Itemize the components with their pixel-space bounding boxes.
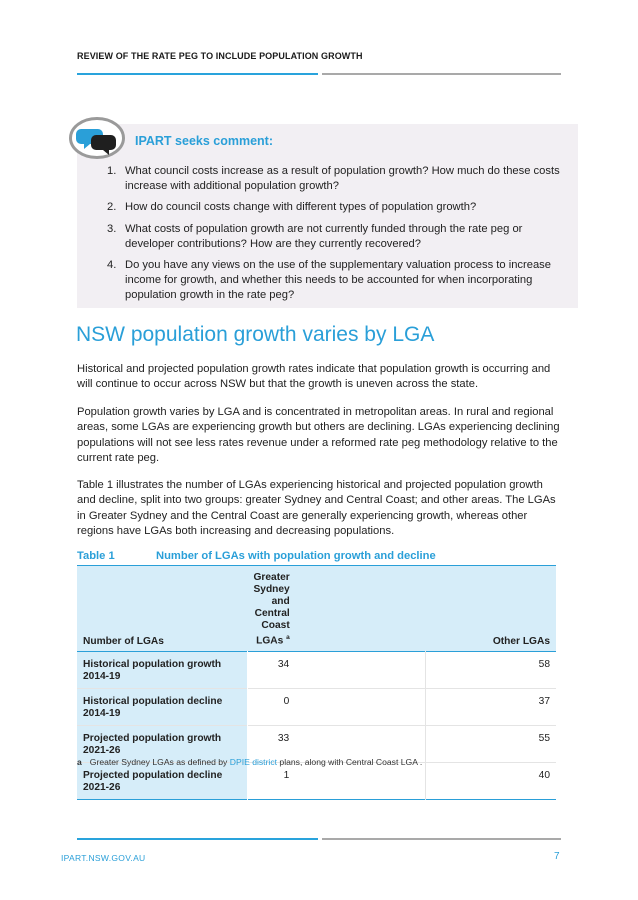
dpie-district-link[interactable]: DPIE district [229,757,278,767]
question-number: 3. [107,222,117,235]
question-number: 2. [107,201,117,214]
cell-other-value: 58 [538,659,550,671]
row-label-line: Historical population decline [83,696,223,708]
page-number: 7 [554,851,560,862]
question-text: What costs of population growth are not currently funded through the rate peg or developer contributions? How are they currently recovered? [125,222,523,250]
cell-sydney-value: 33 [247,726,425,763]
table-row [77,689,556,726]
row-label [77,689,247,726]
row-label [77,763,247,800]
comment-question [107,200,562,215]
comment-question [107,258,562,304]
comment-question [107,222,562,252]
column-header-other-lgas: Other LGAs [426,566,556,652]
table-row [77,763,556,800]
row-label-period: 2021-26 [83,745,121,757]
table-number: Table 1 [77,550,115,562]
cell-other-value: 37 [538,696,550,708]
table-footnote [77,757,422,767]
header-rule-blue [77,73,318,75]
question-number: 1. [107,165,117,177]
row-label-line: Projected population growth [83,733,222,745]
table-header-row [77,566,556,652]
table-title: Number of LGAs with population growth and decline [156,550,436,562]
cell-sydney-value: 1 [247,763,425,800]
footnote-text: Greater Sydney LGAs as defined by [89,757,230,767]
cell-sydney-value: 0 [247,689,425,726]
table-caption [77,550,436,562]
comment-question-list [107,164,562,310]
row-label [77,652,247,689]
question-text: What council costs increase as a result of population growth? How much do these costs increase with additional population growth? [125,165,560,193]
body-paragraph: Historical and projected population growth rates indicate that population growth is occurring and will continue to occur across NSW but that the growth is uneven across the state. [77,363,551,391]
cell-sydney-value: 34 [247,652,425,689]
cell-other-value: 40 [538,770,550,782]
footnote-label: a [77,757,82,767]
row-label-line: Historical population growth [83,659,222,671]
header-rule-grey [322,73,561,75]
footnote-text: plans, along with Central Coast LGA . [277,757,423,767]
footer-rule-grey [322,838,561,840]
column-header-sydney-central-coast [247,566,425,652]
column-header-number-of-lgas: Number of LGAs [77,566,247,652]
row-label-period: 2021-26 [83,782,121,794]
table-row [77,652,556,689]
row-label-period: 2014-19 [83,671,121,683]
row-label-period: 2014-19 [83,708,121,720]
running-header: REVIEW OF THE RATE PEG TO INCLUDE POPULATION GROWTH [77,51,363,61]
row-label-line: Projected population decline [83,770,223,782]
question-text: How do council costs change with different types of population growth? [125,201,477,214]
header-line: Central Coast LGAs [254,608,290,647]
footnote-marker: a [286,634,290,641]
speech-bubbles-icon [69,117,125,159]
question-number: 4. [107,259,117,272]
header-line: Greater Sydney and [253,572,290,607]
comment-box-title: IPART seeks comment: [135,134,274,148]
body-paragraph: Table 1 illustrates the number of LGAs experiencing historical and projected population growth and decline, split into two groups: greater Sydney and Central Coast; and other areas. The LGAs in Greater Sydney and the Central Coast are generally experiencing growth, whereas other regions have LGAs both increasing and decreasing populations. [77,479,556,538]
cell-other-value: 55 [538,733,550,745]
body-paragraph: Population growth varies by LGA and is concentrated in metropolitan areas. In rural and regional areas, some LGAs are experiencing growth but others are declining. LGAs experiencing declining populations will not see less rates revenue under a reformed rate peg methodology relative to the current rate peg. [77,406,560,465]
footer-website-link[interactable]: IPART.NSW.GOV.AU [61,853,146,863]
section-heading: NSW population growth varies by LGA [76,323,435,346]
comment-question [107,164,562,194]
question-text: Do you have any views on the use of the supplementary valuation process to increase income for growth, and whether this needs to be accounted for when incorporating population growth in the rate peg? [125,259,551,302]
footer-rule-blue [77,838,318,840]
